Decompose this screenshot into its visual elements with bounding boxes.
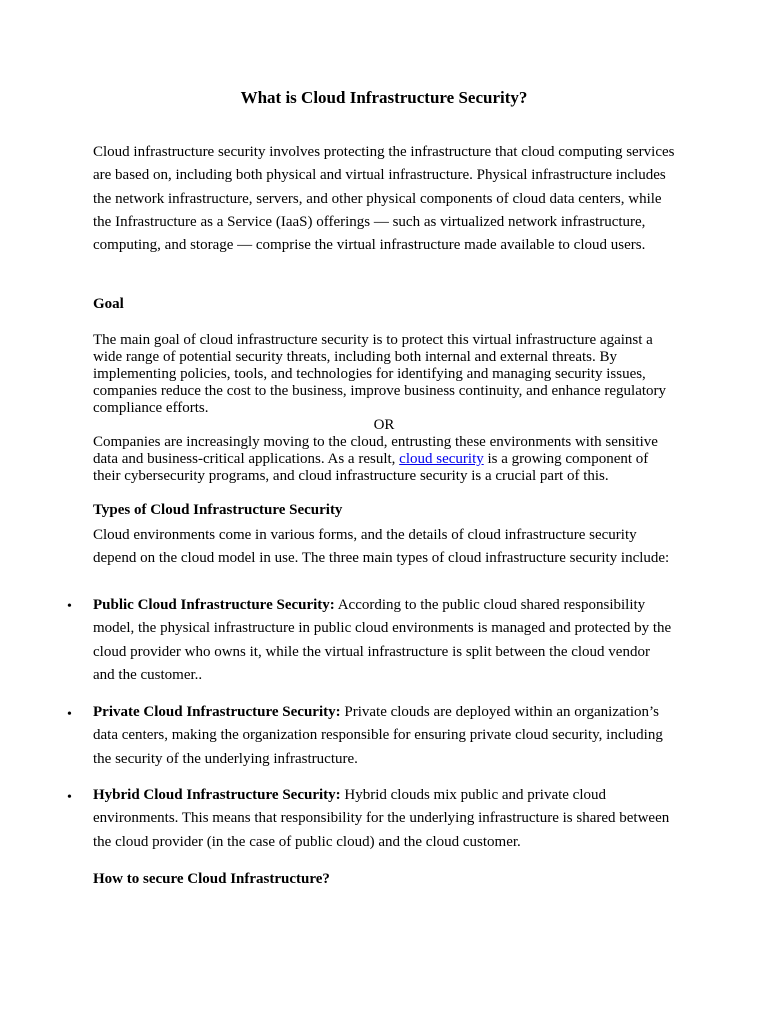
list-item [93,594,675,687]
bullet-icon: • [67,790,72,805]
list-item-term: Private Cloud Infrastructure Security: [93,704,341,720]
types-intro-paragraph: Cloud environments come in various forms, and the details of cloud infrastructure security depend on the cloud model in use. The three main types of cloud infrastructure security include: [93,527,670,567]
goal-paragraph: The main goal of cloud infrastructure security is to protect this virtual infrastructure against a wide range of potential security threats, including both internal and external threats. By implementing policies, tools, and technologies for identifying and managing security issues, companies reduce the cost to the business, improve business continuity, and enhance regulatory compliance efforts. [93,332,667,416]
goal-heading: Goal [93,296,124,312]
list-item-text: According to the public cloud shared responsibility model, the physical infrastructure in public cloud environments is managed and protected by the cloud provider who owns it, while the virtual infrastructure is split between the cloud vendor and the customer.. [93,597,672,683]
alt-paragraph-before: Companies are increasingly moving to the cloud, entrusting these environments with sensitive data and business-critical applications. As a result, [93,434,658,467]
cloud-security-link[interactable]: cloud security [399,451,484,467]
how-to-secure-heading: How to secure Cloud Infrastructure? [93,871,330,887]
types-heading: Types of Cloud Infrastructure Security [93,502,343,518]
list-item [93,701,675,771]
list-item-term: Public Cloud Infrastructure Security: [93,597,335,613]
alt-paragraph-after: is a growing component of their cybersecurity programs, and cloud infrastructure security is a crucial part of this. [93,451,649,484]
bullet-icon: • [67,707,72,722]
list-item-text: Private clouds are deployed within an organization’s data centers, making the organization responsible for ensuring private cloud security, including the security of the underlying infrastructure. [93,704,663,767]
or-separator: OR [373,417,395,433]
list-item-term: Hybrid Cloud Infrastructure Security: [93,787,341,803]
list-item-text: Hybrid clouds mix public and private cloud environments. This means that responsibility for the underlying infrastructure is shared between the cloud provider (in the case of public cloud) and the cloud customer. [93,787,670,850]
alt-paragraph [93,434,675,485]
page-title: What is Cloud Infrastructure Security? [240,88,528,107]
intro-paragraph: Cloud infrastructure security involves protecting the infrastructure that cloud computing services are based on, including both physical and virtual infrastructure. Physical infrastructure includes the network infrastructure, servers, and other physical components of cloud data centers, while the Infrastructure as a Service (IaaS) offerings — such as virtualized network infrastructure, computing, and storage — comprise the virtual infrastructure made available to cloud users. [93,144,675,254]
list-item [93,784,675,854]
bullet-icon: • [67,599,72,614]
